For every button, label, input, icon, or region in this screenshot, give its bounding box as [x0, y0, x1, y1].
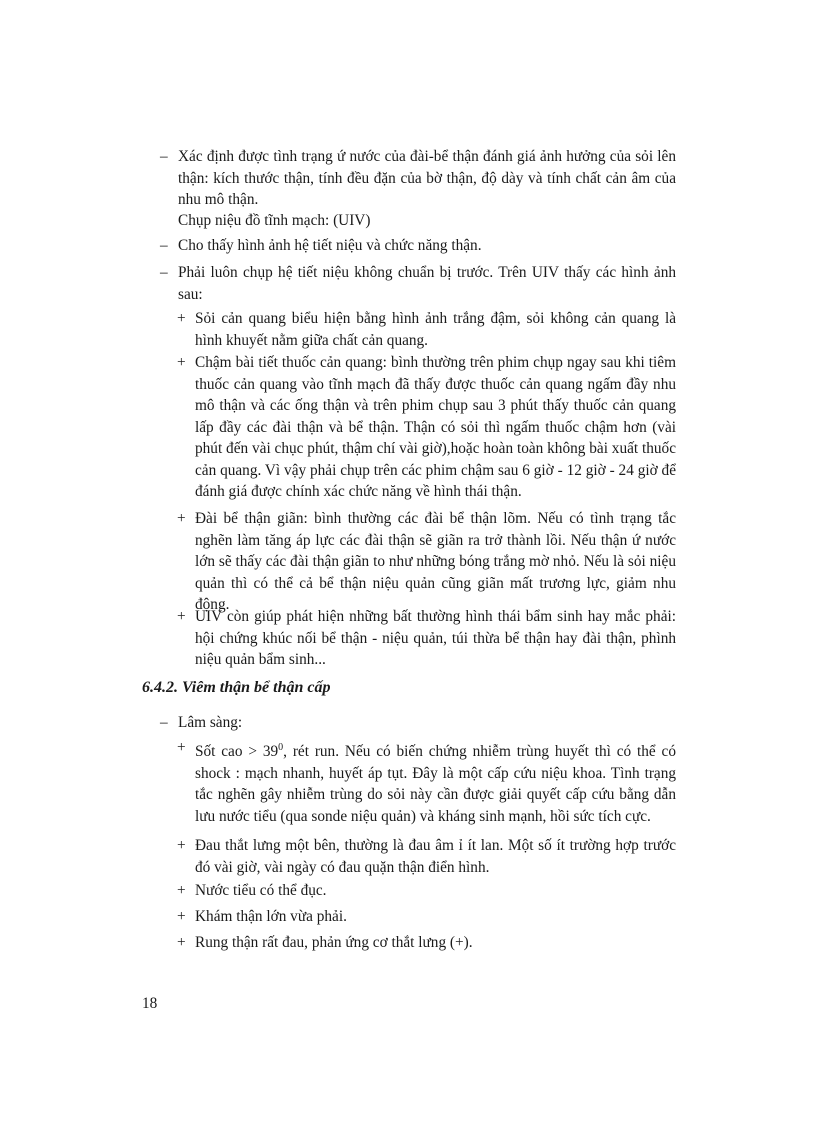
list-item: Sỏi cản quang biểu hiện bằng hình ảnh trắng đậm, sỏi không cản quang là hình khuyết nằm giữa chất cản quang. [195, 310, 676, 349]
page-number: 18 [142, 995, 158, 1012]
list-item: Đau thắt lưng một bên, thường là đau âm ỉ ít lan. Một số ít trường hợp trước đó vài giờ, vài ngày có đau quặn thận điển hình. [195, 837, 676, 876]
list-item: Rung thận rất đau, phản ứng cơ thắt lưng (+). [195, 934, 473, 951]
list-marker: + [177, 837, 186, 854]
paragraph: Phải luôn chụp hệ tiết niệu không chuẩn bị trước. Trên UIV thấy các hình ảnh sau: [178, 264, 676, 303]
list-marker: – [160, 148, 168, 165]
text-run: , rét run. Nếu có biến chứng nhiễm trùng huyết thì có thể có shock : mạch nhanh, huyết áp tụt. Đây là một cấp cứu niệu khoa. Tình trạng tắc nghẽn gây nhiễm trùng do sỏi này cần được giải quyết cấp cứu bằng dẫn lưu nước tiểu (qua sonde niệu quản) và kháng sinh mạnh, hồi sức tích cực. [195, 743, 676, 825]
list-marker: + [177, 608, 186, 625]
list-item: Nước tiểu có thể đục. [195, 882, 327, 899]
text-run: Sốt cao > 39 [195, 743, 279, 761]
list-item [195, 737, 676, 827]
paragraph: Xác định được tình trạng ứ nước của đài-bể thận đánh giá ảnh hưởng của sỏi lên thận: kích thước thận, tính đều đặn của bờ thận, độ dày và tính chất cản âm của nhu mô thận. [178, 148, 676, 208]
section-heading: 6.4.2. Viêm thận bể thận cấp [142, 679, 331, 696]
list-marker: + [177, 934, 186, 951]
list-marker: + [177, 908, 186, 925]
list-item: Khám thận lớn vừa phải. [195, 908, 347, 925]
list-marker: – [160, 714, 168, 731]
list-marker: + [177, 354, 186, 371]
list-marker: + [177, 510, 186, 527]
list-item: Chậm bài tiết thuốc cản quang: bình thường trên phim chụp ngay sau khi tiêm thuốc cản quang vào tĩnh mạch đã thấy được thuốc cản quang ngấm đầy nhu mô thận và các ống thận và trên phim chụp sau 3 phút thấy thuốc cản quang lấp đầy các đài thận và bể thận. Thận có sỏi thì ngấm thuốc chậm hơn (vài phút đến vài chục phút, thậm chí vài giờ),hoặc hoàn toàn không bài xuất thuốc cản quang. Vì vậy phải chụp trên các phim chậm sau 6 giờ - 12 giờ - 24 giờ để đánh giá được chính xác chức năng về hình thái thận. [195, 354, 676, 500]
list-item: Đài bể thận giãn: bình thường các đài bể thận lõm. Nếu có tình trạng tắc nghẽn làm tăng áp lực các đài thận sẽ giãn ra trở thành lồi. Nếu thận ứ nước lớn sẽ thấy các đài thận giãn to như những bóng trắng mờ nhỏ. Nếu là sỏi niệu quản thì có thể cả bể thận niệu quản cũng giãn mất trương lực, giảm nhu động. [195, 510, 676, 613]
paragraph: Cho thấy hình ảnh hệ tiết niệu và chức năng thận. [178, 237, 482, 254]
paragraph: Lâm sàng: [178, 714, 243, 731]
list-marker: + [177, 882, 186, 899]
list-marker: – [160, 264, 168, 281]
list-marker: + [177, 310, 186, 327]
list-marker: + [177, 739, 186, 756]
list-item: UIV còn giúp phát hiện những bất thường hình thái bẩm sinh hay mắc phải: hội chứng khúc nối bể thận - niệu quản, túi thừa bể thận hay đài thận, phình niệu quản bẩm sinh... [195, 608, 676, 668]
superscript: 0 [278, 742, 284, 753]
list-marker: – [160, 237, 168, 254]
paragraph: Chụp niệu đồ tĩnh mạch: (UIV) [178, 212, 371, 229]
